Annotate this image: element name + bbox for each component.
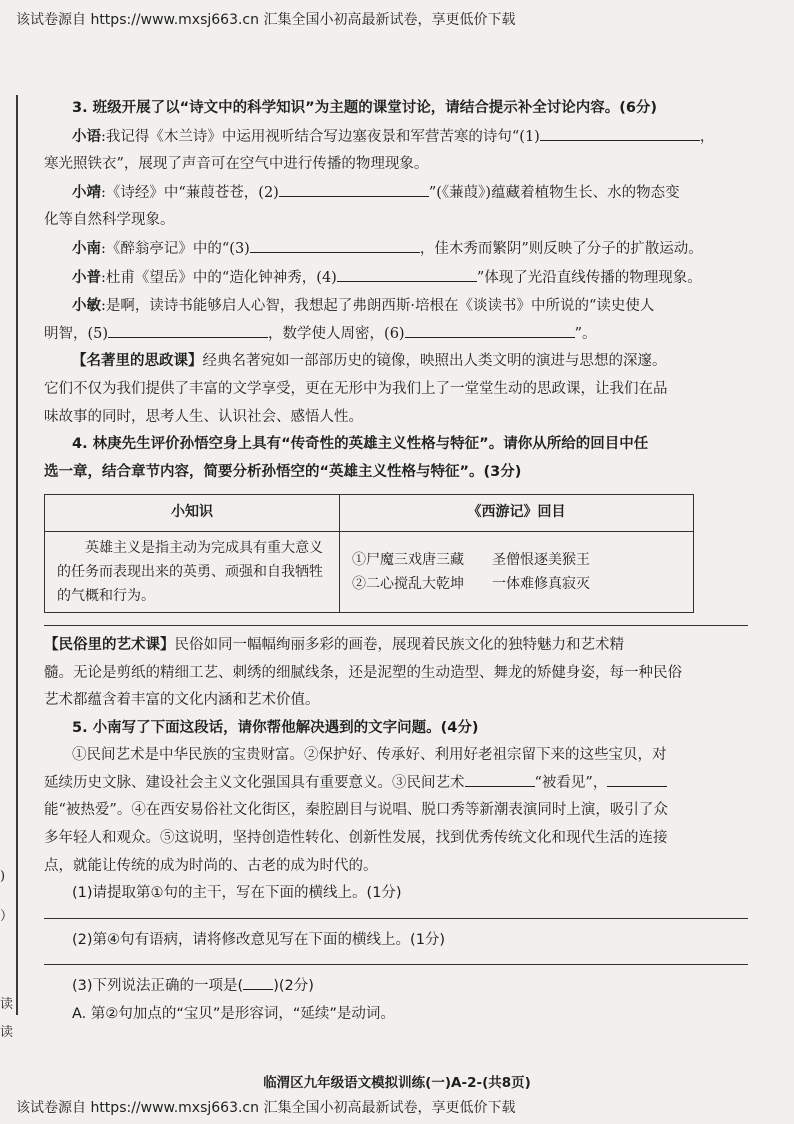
blank-6[interactable]	[405, 321, 575, 338]
q5-para-b-text: 延续历史文脉、建设社会主义文化强国具有重要意义。③民间艺术	[44, 774, 465, 791]
speaker-xiaoyu: 小语	[72, 127, 101, 145]
xiaonan-text: :《醉翁亭记》中的“(3)	[101, 240, 250, 257]
blank-q5-2[interactable]	[607, 770, 667, 787]
q5-para-a: ①民间艺术是中华民族的宝贵财富。②保护好、传承好、利用好老祖宗留下来的这些宝贝，对	[72, 747, 667, 764]
margin-mark: )	[0, 869, 6, 884]
blank-5[interactable]	[108, 321, 268, 338]
xiaomin-text-b: 明智，(5)	[44, 325, 109, 342]
q5-option-a: A. 第②句加点的“宝贝”是形容词，“延续”是动词。	[72, 1006, 395, 1023]
xiaomin-text-c: ，数学使人周密，(6)	[268, 325, 405, 342]
q5-sub3-answer-slot[interactable]	[243, 973, 273, 990]
q3-xiaojing-line2: 化等自然科学现象。	[44, 212, 175, 229]
minsu-text-a: 民俗如同一幅幅绚丽多彩的画卷，展现着民族文化的独特魅力和艺术精	[174, 636, 624, 653]
watermark-top: 该试卷源自 https://www.mxsj663.cn 汇集全国小初高最新试卷，享更低价下载	[16, 12, 516, 28]
chapter-item: ②二心搅乱大乾坤 一体难修真寂灭	[352, 575, 590, 592]
minsu-line1	[44, 632, 750, 660]
q4-stem-a: 4. 林庚先生评价孙悟空身上具有“传奇性的英雄主义性格与特征”。请你从所给的回目中任	[72, 436, 649, 453]
q5-sub1-answer-line[interactable]	[44, 918, 748, 919]
binding-margin-rule	[16, 95, 18, 1015]
q5-para-e: 点，就能让传统的成为时尚的、古老的成为时代的。	[44, 857, 378, 874]
xiaojing-text-tail: ”(《蒹葭》)蕴藏着植物生长、水的物态变	[428, 184, 680, 201]
blank-4[interactable]	[337, 265, 477, 282]
q5-sub3	[44, 973, 750, 1001]
speaker-xiaojing: 小靖	[72, 183, 101, 201]
q4-reference-table	[44, 494, 694, 613]
margin-mark: 读	[0, 1025, 14, 1040]
watermark-bottom: 该试卷源自 https://www.mxsj663.cn 汇集全国小初高最新试卷，享更低价下载	[16, 1100, 516, 1116]
comma: ，	[699, 128, 715, 145]
q3-xiaopu-line	[44, 264, 750, 293]
mingzhu-line3: 味故事的同时，思考人生、认识社会、感悟人性。	[44, 408, 363, 425]
blank-q5-1[interactable]	[465, 770, 535, 787]
minsu-line2: 髓。无论是剪纸的精细工艺、刺绣的细腻线条，还是泥塑的生动造型、舞龙的矫健身姿，每一种民俗	[44, 664, 682, 681]
q5-stem: 5. 小南写了下面这段话，请你帮他解决遇到的文字问题。(4分)	[72, 719, 479, 736]
table-header-knowledge: 小知识	[45, 495, 340, 532]
mingzhu-line1	[44, 348, 750, 376]
xiaonan-text-tail: ，佳木秀而繁阴”则反映了分子的扩散运动。	[419, 240, 703, 257]
q3-xiaojing-line1	[44, 179, 750, 208]
margin-mark: 读	[0, 997, 14, 1012]
page-footer: 临渭区九年级语文模拟训练(一)A-2-(共8页)	[263, 1075, 531, 1091]
q5-sub1: (1)请提取第①句的主干，写在下面的横线上。(1分)	[72, 885, 402, 902]
q5-para-b-text2: “被看见”，	[534, 774, 608, 791]
q4-stem-b: 选一章，结合章节内容，简要分析孙悟空的“英雄主义性格与特征”。(3分)	[44, 463, 522, 480]
speaker-xiaonan: 小南	[72, 239, 101, 257]
xiaopu-text-tail: ”体现了光沿直线传播的物理现象。	[476, 269, 702, 286]
q3-xiaoyu-line1	[44, 123, 750, 152]
chapters-cell	[340, 531, 694, 612]
section-heading-minsu: 【民俗里的艺术课】	[44, 636, 175, 653]
margin-mark: ）	[0, 909, 14, 924]
chapter-item: ①尸魔三戏唐三藏 圣僧恨逐美猴王	[352, 551, 590, 568]
xiaoyu-text: :我记得《木兰诗》中运用视听结合写边塞夜景和军营苦寒的诗句“(1)	[101, 128, 540, 145]
knowledge-cell: 英雄主义是指主动为完成具有重大意义的任务而表现出来的英勇、顽强和自我牺牲的气概和行为。	[45, 531, 340, 612]
q3-xiaoyu-line2: 寒光照铁衣”，展现了声音可在空气中进行传播的物理现象。	[44, 156, 429, 173]
xiaojing-text: :《诗经》中“蒹葭苍苍，(2)	[101, 184, 279, 201]
q3-xiaomin-line2	[44, 321, 750, 349]
q5-sub2: (2)第④句有语病，请将修改意见写在下面的横线上。(1分)	[72, 931, 446, 948]
mingzhu-line2: 它们不仅为我们提供了丰富的文学享受，更在无形中为我们上了一堂堂生动的思政课，让我们在品	[44, 380, 668, 397]
q5-sub3-text-tail: )(2分)	[273, 978, 314, 995]
section-heading-mingzhu: 【名著里的思政课】	[72, 353, 203, 370]
q5-para-b	[44, 770, 750, 798]
q5-para-c: 能“被热爱”。④在西安易俗社文化街区，秦腔剧目与说唱、脱口秀等新潮表演同时上演，吸引了众	[44, 802, 668, 819]
speaker-xiaopu: 小普	[72, 268, 101, 286]
xiaopu-text: :杜甫《望岳》中的“造化钟神秀，(4)	[101, 269, 337, 286]
mingzhu-text-a: 经典名著宛如一部部历史的镜像，映照出人类文明的演进与思想的深邃。	[202, 353, 667, 370]
xiaomin-text-d: ”。	[574, 325, 597, 342]
blank-3[interactable]	[250, 236, 420, 253]
table-header-chapters: 《西游记》回目	[340, 495, 694, 532]
q5-sub3-text: (3)下列说法正确的一项是(	[72, 978, 244, 995]
blank-2[interactable]	[279, 180, 429, 197]
xiaomin-text: :是啊，读诗书能够启人心智，我想起了弗朗西斯·培根在《谈读书》中所说的“读史使人	[101, 298, 655, 315]
q3-xiaomin-line1	[44, 292, 750, 321]
minsu-line3: 艺术都蕴含着丰富的文化内涵和艺术价值。	[44, 692, 320, 709]
exam-content	[44, 95, 750, 1029]
blank-1[interactable]	[540, 124, 700, 141]
q5-para-d: 多年轻人和观众。⑤这说明，坚持创造性转化、创新性发展，找到优秀传统文化和现代生活的连接	[44, 830, 668, 847]
q5-sub2-answer-line[interactable]	[44, 964, 748, 965]
q3-stem: 3. 班级开展了以“诗文中的科学知识”为主题的课堂讨论，请结合提示补全讨论内容。(6分)	[72, 100, 658, 116]
speaker-xiaomin: 小敏	[72, 297, 101, 315]
q3-xiaonan-line	[44, 235, 750, 264]
